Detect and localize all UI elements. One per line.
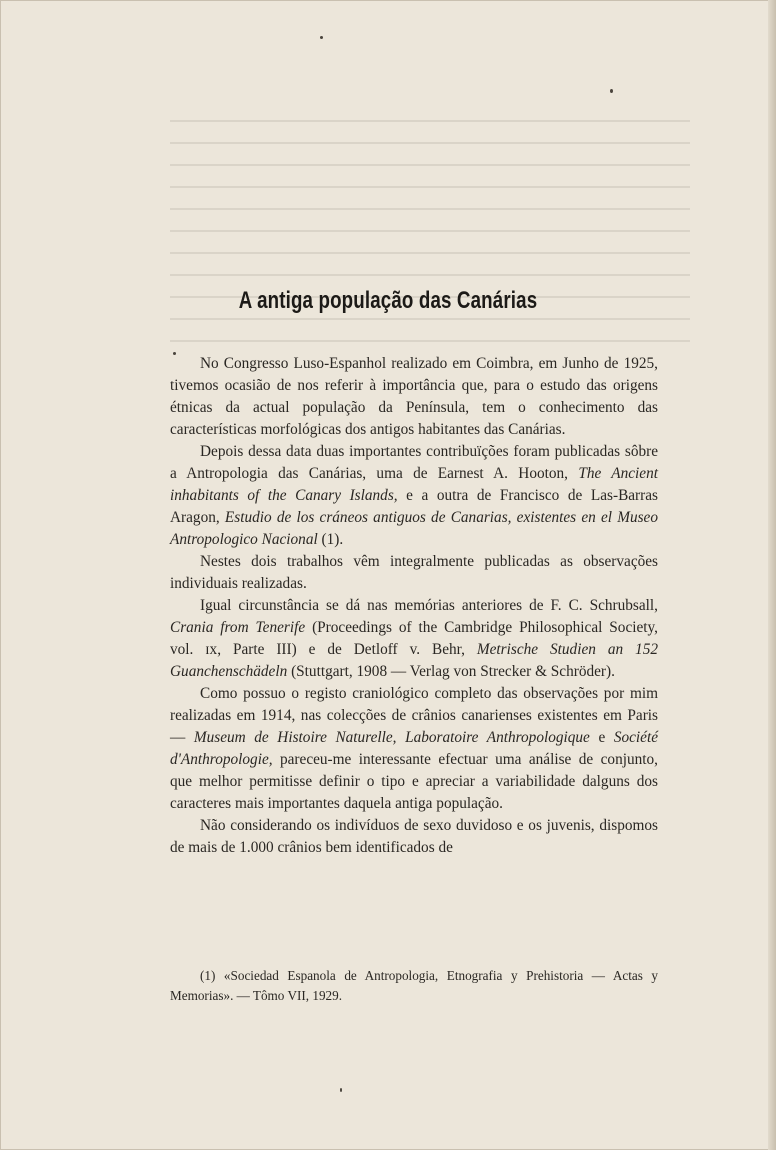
speck	[320, 36, 323, 39]
speck	[340, 1088, 342, 1092]
paragraph	[170, 353, 658, 441]
paragraph	[170, 595, 658, 683]
italic-title: Crania from Tenerife	[170, 619, 306, 636]
italic-title: The Ancient inhabitants of the Canary Islands,	[170, 465, 658, 504]
footnote	[170, 966, 658, 1006]
text-run: e	[589, 729, 614, 746]
paragraph	[170, 551, 658, 595]
italic-title: Metrische Studien an 152 Guanchenschädeln	[170, 641, 658, 680]
page-title: A antiga população das Canárias	[238, 287, 538, 314]
paragraph	[170, 683, 658, 815]
paragraph	[170, 815, 658, 859]
text-run: (Proceedings of the Cambridge Philosophical Society, vol. ɪx, Parte III) e de Detloff v. Behr,	[170, 619, 659, 658]
footnote-text: (1) «Sociedad Espanola de Antropologia, Etnografia y Prehistoria — Actas y Memorias». — Tômo VII, 1929.	[170, 968, 658, 1003]
text-run: Nestes dois trabalhos vêm integralmente publicadas as observações individuais realizadas.	[170, 553, 658, 592]
italic-title: Museum de Histoire Naturelle, Laboratoire Anthropologique	[193, 729, 590, 746]
italic-title: Société d'Anthropologie,	[170, 729, 658, 768]
text-run: (1).	[317, 531, 344, 548]
text-run: No Congresso Luso-Espanhol realizado em Coimbra, em Junho de 1925, tivemos ocasião de nos referir à importância que, para o estudo das origens étnicas da actual população da Península, tem o conhecimento das características morfológicas dos antigos habitantes das Canárias.	[170, 355, 658, 438]
body-text	[170, 353, 658, 859]
speck	[610, 89, 613, 93]
text-run: Não considerando os indivíduos de sexo duvidoso e os juvenis, dispomos de mais de 1.000 crânios bem identificados de	[170, 817, 658, 856]
text-run: pareceu-me interessante efectuar uma análise de conjunto, que melhor permitisse definir o tipo e apreciar a variabilidade dalguns dos caracteres mais importantes daquela antiga população.	[170, 751, 658, 812]
text-run: e a outra de Francisco de Las-Barras Aragon,	[170, 487, 658, 526]
text-run: (Stuttgart, 1908 — Verlag von Strecker & Schröder).	[287, 663, 615, 680]
paragraph	[170, 441, 658, 551]
italic-title: Estudio de los cráneos antiguos de Canarias, existentes en el Museo Antropologico Nacional	[170, 509, 658, 548]
text-run: Depois dessa data duas importantes contribuïções foram publicadas sôbre a Antropologia das Canárias, uma de Earnest A. Hooton,	[170, 443, 658, 482]
text-run: Igual circunstância se dá nas memórias anteriores de F. C. Schrubsall,	[200, 597, 658, 614]
page-edge-shadow	[768, 0, 776, 1150]
bleed-through-text	[170, 120, 690, 350]
text-run: Como possuo o registo craniológico completo das observações por mim realizadas em 1914, nas colecções de crânios canarienses existentes em Paris —	[170, 685, 658, 746]
